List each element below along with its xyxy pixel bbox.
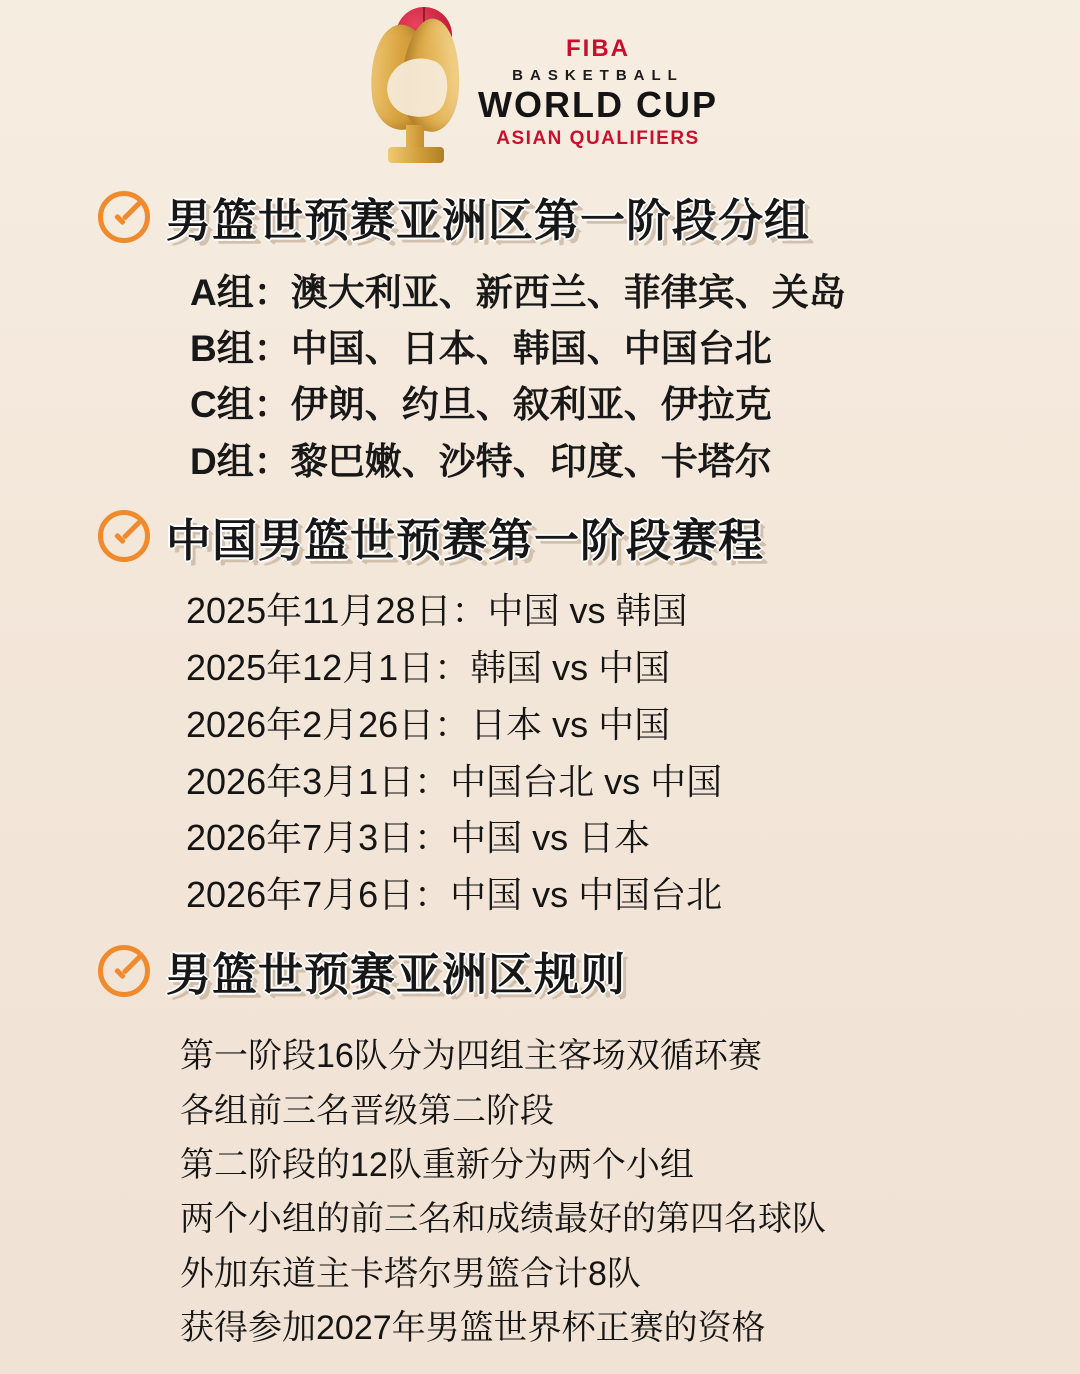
list-item: 2026年7月3日：中国 vs 日本 [186,817,651,859]
list-item: 2025年12月1日：韩国 vs 中国 [186,646,671,688]
list-item: 获得参加2027年男篮世界杯正赛的资格 [180,1309,766,1348]
list-item: 第二阶段的12队重新分为两个小组 [180,1145,694,1184]
fiba-wordmark [478,27,718,148]
logo-asian-qualifiers-text: ASIAN QUALIFIERS [496,127,700,149]
rules-list [0,1029,1080,1355]
trophy-base [388,147,444,163]
logo-basketball-text: BASKETBALL [512,66,684,84]
section-heading-groups [0,184,1080,249]
schedule-heading-text: 中国男篮世预赛第一阶段赛程 [166,513,765,567]
list-item: B组：中国、日本、韩国、中国台北 [190,328,772,370]
section-heading-schedule [0,504,1080,569]
check-circle-icon [98,510,150,562]
fiba-trophy-icon [362,7,472,167]
logo-world-cup-text: WORLD CUP [478,83,718,125]
rules-heading-text: 男篮世预赛亚洲区规则 [166,948,627,1002]
list-item: 2026年7月6日：中国 vs 中国台北 [186,874,723,916]
list-item: 第一阶段16队分为四组主客场双循环赛 [180,1037,762,1076]
fiba-logo-header [0,0,1080,170]
list-item: 2026年3月1日：中国台北 vs 中国 [186,760,723,802]
list-item: A组：澳大利亚、新西兰、菲律宾、关岛 [190,272,846,313]
groups-list [0,265,1080,490]
logo-fiba-text: FIBA [565,34,630,62]
check-circle-icon [98,945,150,997]
check-circle-icon [98,191,150,243]
schedule-list [0,583,1080,924]
list-item: C组：伊朗、约旦、叙利亚、伊拉克 [190,384,772,426]
list-item: 两个小组的前三名和成绩最好的第四名球队 [180,1200,826,1239]
list-item: 2025年11月28日：中国 vs 韩国 [186,589,688,631]
list-item: 2026年2月26日：日本 vs 中国 [186,703,671,745]
list-item: 外加东道主卡塔尔男篮合计8队 [180,1254,641,1293]
list-item: D组：黎巴嫩、沙特、印度、卡塔尔 [190,440,772,482]
section-heading-rules [0,938,1080,1003]
groups-heading-text: 男篮世预赛亚洲区第一阶段分组 [166,194,811,247]
list-item: 各组前三名晋级第二阶段 [180,1091,554,1130]
